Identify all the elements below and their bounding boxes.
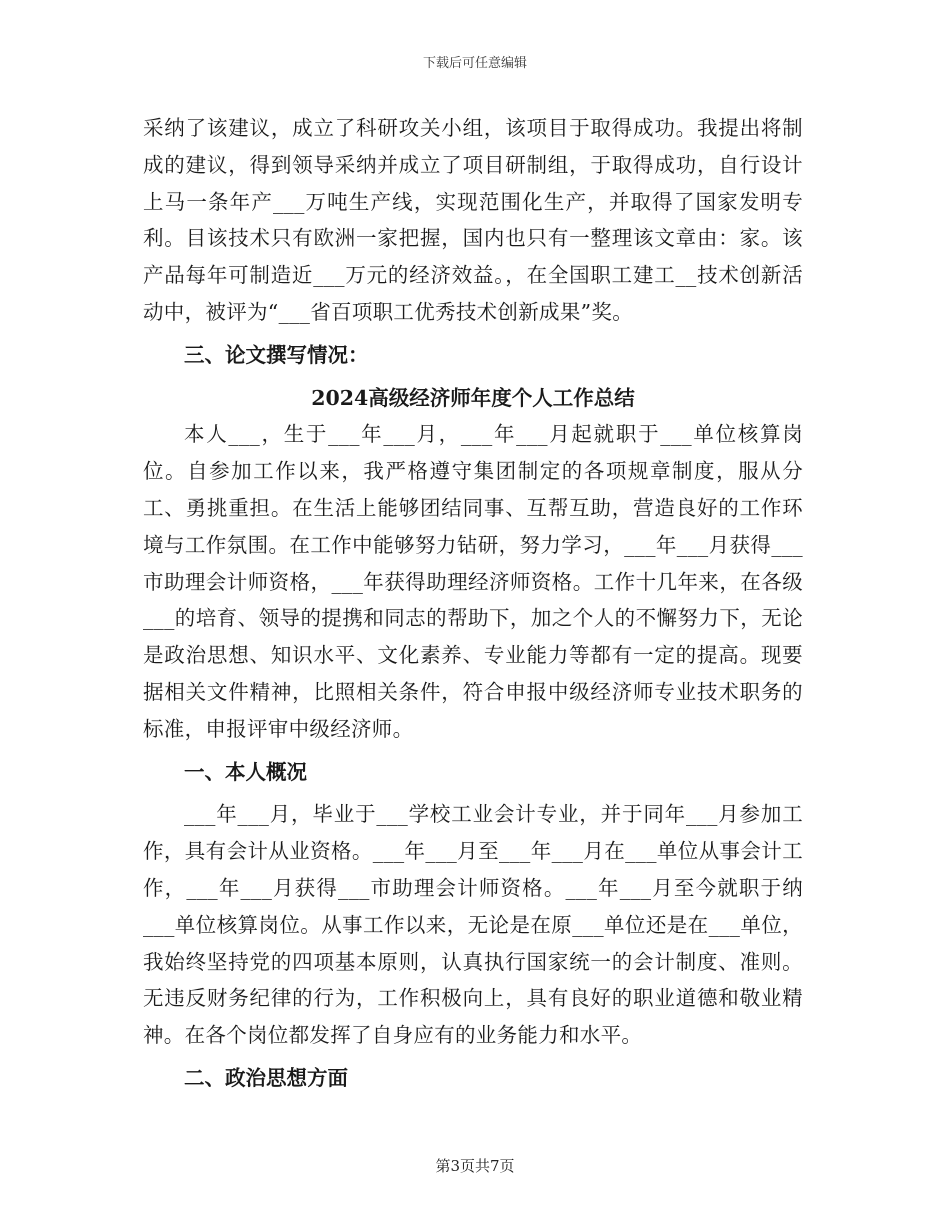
section-heading-political: 二、政治思想方面 xyxy=(184,1065,348,1090)
paragraph-overview: ___年___月，毕业于___学校工业会计专业，并于同年___月参加工作，具有会计从业资格。___年___月至___年___月在___单位从事会计工作，___年___月获得___市助理会计师资格。___年___月至今就职于纳___单位核算岗位。从事工作以来，无论是在原___单位还是在___单位，我始终坚持党的四项基本原则，认真执行国家统一的会计制度、准则。无违反财务纪律的行为，工作积极向上，具有良好的职业道德和敬业精神。在各个岗位都发挥了自身应有的业务能力和水平。 xyxy=(143,802,803,1048)
section-heading-overview: 一、本人概况 xyxy=(184,759,307,784)
paragraph-intro: 本人___，生于___年___月，___年___月起就职于___单位核算岗位。自参加工作以来，我严格遵守集团制定的各项规章制度，服从分工、勇挑重担。在生活上能够团结同事、互帮互助，营造良好的工作环境与工作氛围。在工作中能够努力钻研，努力学习，___年___月获得___市助理会计师资格，___年获得助理经济师资格。工作十几年来，在各级___的培育、领导的提携和同志的帮助下，加之个人的不懈努力下，无论是政治思想、知识水平、文化素养、专业能力等都有一定的提高。现要据相关文件精神，比照相关条件，符合申报中级经济师专业技术职务的标准，申报评审中级经济师。 xyxy=(143,422,803,741)
page-number: 第3页共7页 xyxy=(435,1157,515,1175)
paragraph-continuation: 采纳了该建议，成立了科研攻关小组，该项目于取得成功。我提出将制成的建议，得到领导采纳并成立了项目研制组，于取得成功，自行设计上马一条年产___万吨生产线，实现范围化生产，并取得了国家发明专利。目该技术只有欧洲一家把握，国内也只有一整理该文章由：家。该产品每年可制造近___万元的经济效益。，在全国职工建工__技术创新活动中，被评为“___省百项职工优秀技术创新成果”奖。 xyxy=(143,116,803,324)
document-title: 2024高级经济师年度个人工作总结 xyxy=(311,385,635,410)
header-note: 下载后可任意编辑 xyxy=(422,56,527,71)
document-body xyxy=(143,110,803,1103)
section-heading-thesis: 三、论文撰写情况： xyxy=(184,342,369,367)
